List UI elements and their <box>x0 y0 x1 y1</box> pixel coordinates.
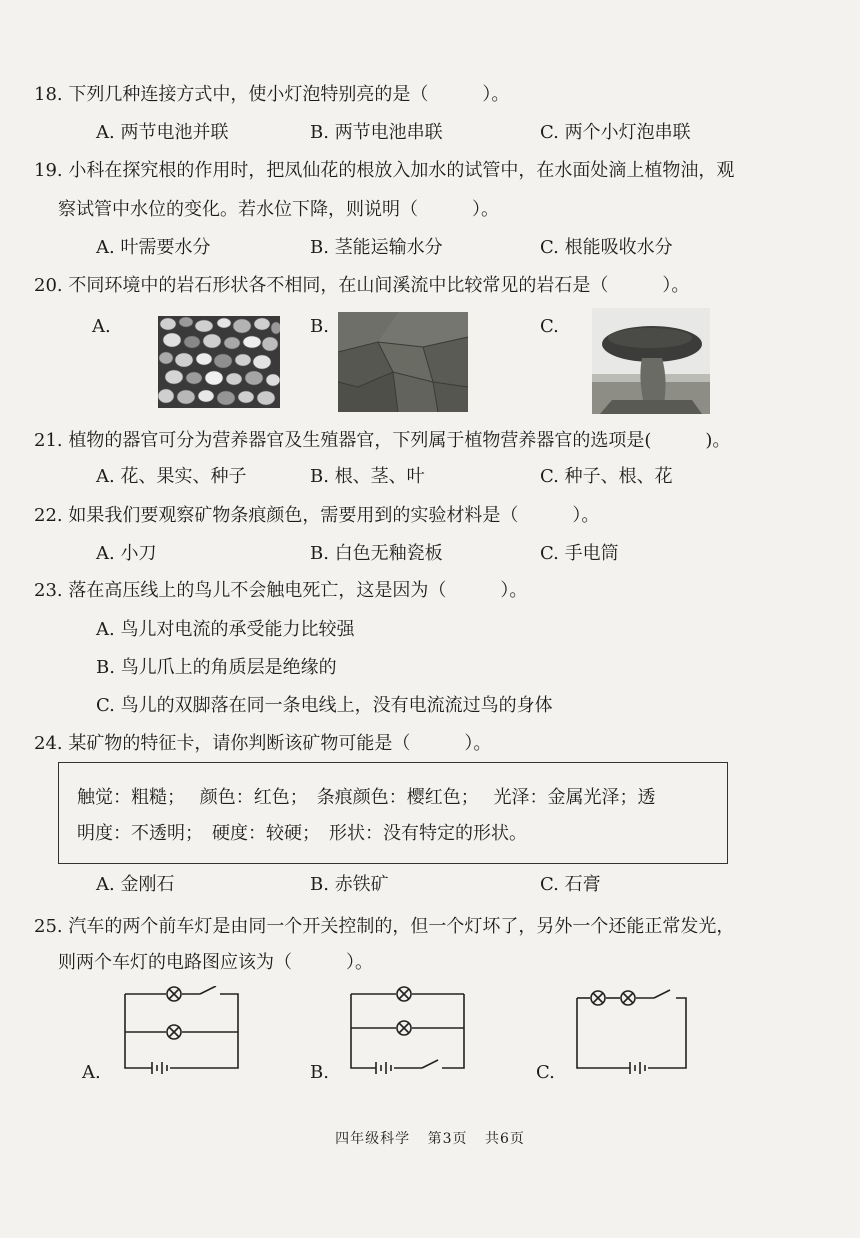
option-b: B. 赤铁矿 <box>310 874 389 895</box>
option-c: C. 石膏 <box>540 874 601 895</box>
parallel-circuit-switch-on-main-line <box>346 986 471 1076</box>
question-20 <box>34 273 689 299</box>
question-text: 如果我们要观察矿物条痕颜色，需要用到的实验材料是（ ）。 <box>68 505 600 526</box>
option-a: A. 叶需要水分 <box>96 237 211 258</box>
series-circuit-two-bulbs <box>572 986 697 1076</box>
option-b: B. 鸟儿爪上的角质层是绝缘的 <box>96 657 337 678</box>
rounded-pebbles-photo <box>158 316 280 408</box>
option-b: B. 两节电池串联 <box>310 122 443 143</box>
card-line: 触觉：粗糙； 颜色：红色； 条痕颜色：樱红色； 光泽：金属光泽；透 <box>77 787 656 808</box>
option-a: A. 鸟儿对电流的承受能力比较强 <box>96 619 355 640</box>
question-number: 25. <box>34 916 63 937</box>
option-a: A. 小刀 <box>96 543 157 564</box>
question-21 <box>34 428 730 454</box>
question-number: 24. <box>34 733 63 754</box>
question-number: 19. <box>34 160 63 181</box>
question-number: 22. <box>34 505 63 526</box>
question-22 <box>34 503 599 529</box>
option-c: C. 种子、根、花 <box>540 466 673 487</box>
option-c: C. 鸟儿的双脚落在同一条电线上，没有电流流过鸟的身体 <box>96 695 553 716</box>
question-text: 汽车的两个前车灯是由同一个开关控制的，但一个灯坏了，另外一个还能正常发光， <box>68 916 735 937</box>
question-25 <box>34 914 734 940</box>
option-c: C. 根能吸收水分 <box>540 237 673 258</box>
option-a: A. 花、果实、种子 <box>96 466 247 487</box>
question-18 <box>34 82 509 108</box>
question-number: 21. <box>34 430 63 451</box>
option-b: B. 白色无釉瓷板 <box>310 543 443 564</box>
footer-subject: 四年级科学 <box>335 1131 411 1147</box>
question-text: 植物的器官可分为营养器官及生殖器官，下列属于植物营养器官的选项是( )。 <box>68 430 731 451</box>
footer-total-pages: 共6页 <box>484 1131 525 1147</box>
question-24 <box>34 731 491 757</box>
question-number: 23. <box>34 580 63 601</box>
question-text: 不同环境中的岩石形状各不相同，在山间溪流中比较常见的岩石是（ ）。 <box>68 275 690 296</box>
question-text: 落在高压线上的鸟儿不会触电死亡，这是因为（ ）。 <box>68 580 528 601</box>
option-a: A. 金刚石 <box>96 874 175 895</box>
question-text: 下列几种连接方式中，使小灯泡特别亮的是（ ）。 <box>68 84 510 105</box>
question-text-continued: 则两个车灯的电路图应该为（ ）。 <box>58 952 373 973</box>
option-c-label: C. <box>536 1062 555 1083</box>
option-b-label: B. <box>310 1062 329 1083</box>
option-a-label: A. <box>92 316 111 337</box>
question-23 <box>34 578 527 604</box>
question-19 <box>34 158 734 184</box>
mushroom-shaped-rock-photo <box>592 308 710 414</box>
option-a: A. 两节电池并联 <box>96 122 229 143</box>
card-line: 明度：不透明； 硬度：较硬； 形状：没有特定的形状。 <box>77 823 527 844</box>
option-c: C. 手电筒 <box>540 543 619 564</box>
question-text: 小科在探究根的作用时，把凤仙花的根放入加水的试管中，在水面处滴上植物油，观 <box>68 160 735 181</box>
footer-page-number: 第3页 <box>427 1131 468 1147</box>
page-footer <box>0 1128 860 1148</box>
option-b: B. 根、茎、叶 <box>310 466 425 487</box>
mineral-feature-card <box>58 762 728 864</box>
option-c: C. 两个小灯泡串联 <box>540 122 691 143</box>
angular-broken-rock-photo <box>338 312 468 412</box>
question-text: 某矿物的特征卡，请你判断该矿物可能是（ ）。 <box>68 733 492 754</box>
question-number: 18. <box>34 84 63 105</box>
option-a-label: A. <box>82 1062 101 1083</box>
option-c-label: C. <box>540 316 559 337</box>
parallel-circuit-switch-on-branch <box>120 986 245 1076</box>
option-b-label: B. <box>310 316 329 337</box>
question-number: 20. <box>34 275 63 296</box>
option-b: B. 茎能运输水分 <box>310 237 443 258</box>
question-text-continued: 察试管中水位的变化。若水位下降，则说明（ ）。 <box>58 199 499 220</box>
